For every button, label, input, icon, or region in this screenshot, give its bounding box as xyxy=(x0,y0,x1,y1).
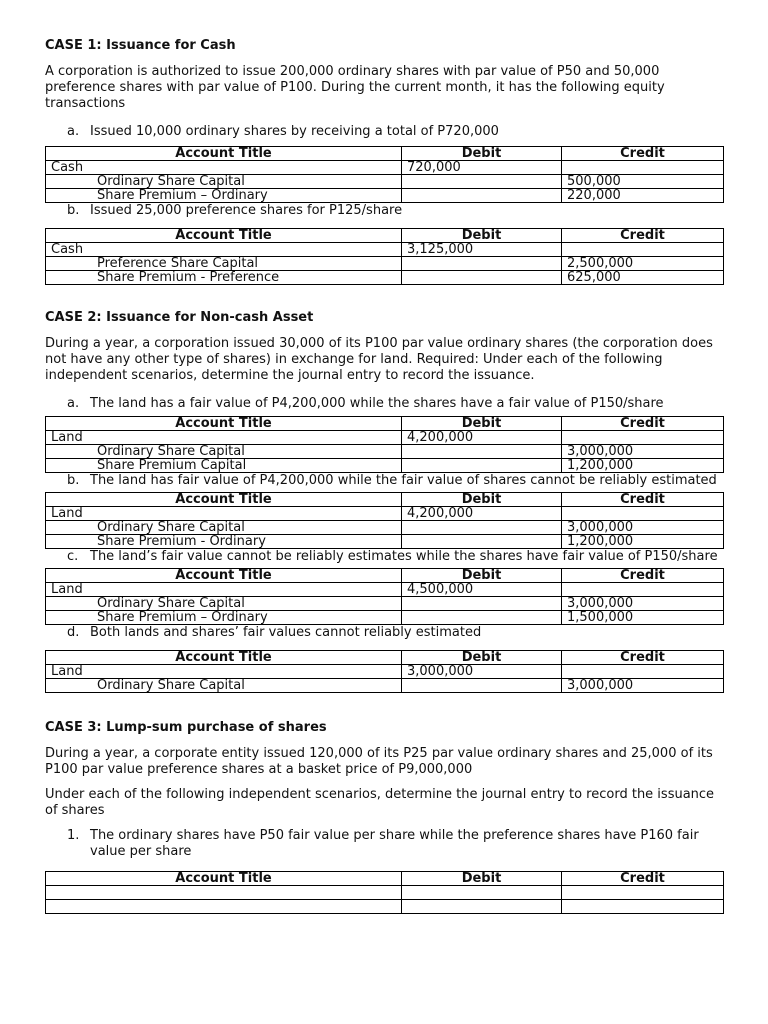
case2-item-d xyxy=(45,625,723,641)
credit-cell: 3,000,000 xyxy=(562,445,724,459)
debit-cell: 720,000 xyxy=(402,161,562,175)
credit-cell: 220,000 xyxy=(562,189,724,203)
table-row xyxy=(46,611,724,625)
header-account-title: Account Title xyxy=(46,147,402,161)
journal-table-case2-c xyxy=(45,568,724,625)
journal-table-case2-b xyxy=(45,492,724,549)
table-row xyxy=(46,189,724,203)
credit-cell: 1,500,000 xyxy=(562,611,724,625)
case2-item-a xyxy=(45,396,723,412)
journal-table-case2-d xyxy=(45,650,724,693)
debit-cell xyxy=(402,521,562,535)
case3-intro: During a year, a corporate entity issued 120,000 of its P25 par value ordinary shares and 25,000 of its P100 par value preference shares at a basket price of P9,000,000 xyxy=(45,746,713,777)
account-cell: Land xyxy=(46,431,402,445)
account-cell: Share Premium Capital xyxy=(46,459,402,473)
account-cell: Share Premium – Ordinary xyxy=(46,611,402,625)
header-account-title: Account Title xyxy=(46,872,402,886)
header-credit: Credit xyxy=(562,872,724,886)
table-row xyxy=(46,507,724,521)
item-marker: a. xyxy=(67,124,80,139)
debit-cell: 4,500,000 xyxy=(402,583,562,597)
table-row xyxy=(46,583,724,597)
header-credit: Credit xyxy=(562,651,724,665)
case2-item-c xyxy=(45,549,723,565)
debit-cell xyxy=(402,611,562,625)
header-account-title: Account Title xyxy=(46,651,402,665)
table-row xyxy=(46,445,724,459)
credit-cell: 3,000,000 xyxy=(562,521,724,535)
header-credit: Credit xyxy=(562,229,724,243)
item-text: The land has fair value of P4,200,000 while the fair value of shares cannot be reliably estimated xyxy=(90,473,717,488)
item-text: Both lands and shares’ fair values cannot reliably estimated xyxy=(90,625,482,640)
item-marker: b. xyxy=(67,473,80,488)
debit-cell xyxy=(402,445,562,459)
credit-cell xyxy=(562,583,724,597)
debit-cell xyxy=(402,886,562,900)
table-header-row xyxy=(46,872,724,886)
debit-cell xyxy=(402,459,562,473)
case1-title: CASE 1: Issuance for Cash xyxy=(45,38,236,53)
document-page xyxy=(45,36,723,914)
account-cell xyxy=(46,886,402,900)
header-account-title: Account Title xyxy=(46,493,402,507)
account-cell: Share Premium - Preference xyxy=(46,271,402,285)
table-row xyxy=(46,243,724,257)
account-cell: Share Premium - Ordinary xyxy=(46,535,402,549)
item-marker: 1. xyxy=(67,828,80,843)
debit-cell xyxy=(402,535,562,549)
case2-title: CASE 2: Issuance for Non-cash Asset xyxy=(45,310,314,325)
credit-cell: 625,000 xyxy=(562,271,724,285)
table-row xyxy=(46,175,724,189)
header-credit: Credit xyxy=(562,147,724,161)
table-header-row xyxy=(46,147,724,161)
account-cell: Land xyxy=(46,507,402,521)
case3-title: CASE 3: Lump-sum purchase of shares xyxy=(45,720,327,735)
debit-cell xyxy=(402,257,562,271)
item-text: The land’s fair value cannot be reliably estimates while the shares have fair value of P150/share xyxy=(90,549,718,564)
account-cell: Land xyxy=(46,583,402,597)
debit-cell xyxy=(402,271,562,285)
credit-cell: 1,200,000 xyxy=(562,459,724,473)
credit-cell: 2,500,000 xyxy=(562,257,724,271)
header-account-title: Account Title xyxy=(46,229,402,243)
account-cell: Share Premium – Ordinary xyxy=(46,189,402,203)
header-debit: Debit xyxy=(402,872,562,886)
item-marker: b. xyxy=(67,203,80,218)
credit-cell xyxy=(562,243,724,257)
account-cell: Land xyxy=(46,665,402,679)
credit-cell xyxy=(562,665,724,679)
header-credit: Credit xyxy=(562,569,724,583)
table-row xyxy=(46,886,724,900)
item-text: Issued 10,000 ordinary shares by receiving a total of P720,000 xyxy=(90,124,499,139)
case1-item-b xyxy=(45,203,723,219)
item-marker: d. xyxy=(67,625,80,640)
journal-table-case2-a xyxy=(45,416,724,473)
table-header-row xyxy=(46,493,724,507)
table-header-row xyxy=(46,569,724,583)
account-cell: Ordinary Share Capital xyxy=(46,445,402,459)
item-marker: c. xyxy=(67,549,79,564)
account-cell: Cash xyxy=(46,161,402,175)
case3-intro-2: Under each of the following independent scenarios, determine the journal entry to record the issuance of shares xyxy=(45,787,715,818)
journal-table-case3-1 xyxy=(45,871,724,914)
debit-cell: 3,000,000 xyxy=(402,665,562,679)
table-row xyxy=(46,257,724,271)
table-row xyxy=(46,535,724,549)
credit-cell: 500,000 xyxy=(562,175,724,189)
table-row xyxy=(46,597,724,611)
table-row xyxy=(46,521,724,535)
table-header-row xyxy=(46,651,724,665)
credit-cell xyxy=(562,886,724,900)
debit-cell xyxy=(402,189,562,203)
table-row xyxy=(46,271,724,285)
case2-intro: During a year, a corporation issued 30,000 of its P100 par value ordinary shares (the corporation does not have any other type of shares) in exchange for land. Required: Under each of the following independent scenarios, determine the journal entry to record the issuance. xyxy=(45,336,713,383)
header-account-title: Account Title xyxy=(46,417,402,431)
journal-table-case1-b xyxy=(45,228,724,285)
item-text: The ordinary shares have P50 fair value per share while the preference shares have P160 fair value per share xyxy=(90,828,699,859)
table-row xyxy=(46,679,724,693)
case3-item-1 xyxy=(45,828,723,860)
header-credit: Credit xyxy=(562,493,724,507)
credit-cell xyxy=(562,900,724,914)
table-header-row xyxy=(46,417,724,431)
account-cell: Ordinary Share Capital xyxy=(46,597,402,611)
table-row xyxy=(46,459,724,473)
account-cell xyxy=(46,900,402,914)
header-debit: Debit xyxy=(402,417,562,431)
case2-item-b xyxy=(45,473,723,489)
header-account-title: Account Title xyxy=(46,569,402,583)
table-row xyxy=(46,431,724,445)
item-marker: a. xyxy=(67,396,80,411)
header-debit: Debit xyxy=(402,229,562,243)
header-credit: Credit xyxy=(562,417,724,431)
credit-cell: 3,000,000 xyxy=(562,597,724,611)
case1-intro: A corporation is authorized to issue 200,000 ordinary shares with par value of P50 and 50,000 preference shares with par value of P100. During the current month, it has the following equity transactions xyxy=(45,64,665,111)
debit-cell xyxy=(402,900,562,914)
debit-cell xyxy=(402,679,562,693)
account-cell: Cash xyxy=(46,243,402,257)
credit-cell: 1,200,000 xyxy=(562,535,724,549)
table-row xyxy=(46,665,724,679)
table-header-row xyxy=(46,229,724,243)
account-cell: Ordinary Share Capital xyxy=(46,521,402,535)
account-cell: Ordinary Share Capital xyxy=(46,679,402,693)
header-debit: Debit xyxy=(402,651,562,665)
credit-cell xyxy=(562,507,724,521)
header-debit: Debit xyxy=(402,493,562,507)
item-text: The land has a fair value of P4,200,000 while the shares have a fair value of P150/share xyxy=(90,396,664,411)
credit-cell: 3,000,000 xyxy=(562,679,724,693)
debit-cell: 3,125,000 xyxy=(402,243,562,257)
table-row xyxy=(46,900,724,914)
credit-cell xyxy=(562,431,724,445)
item-text: Issued 25,000 preference shares for P125/share xyxy=(90,203,403,218)
header-debit: Debit xyxy=(402,569,562,583)
account-cell: Preference Share Capital xyxy=(46,257,402,271)
account-cell: Ordinary Share Capital xyxy=(46,175,402,189)
credit-cell xyxy=(562,161,724,175)
case1-item-a xyxy=(45,124,723,140)
header-debit: Debit xyxy=(402,147,562,161)
debit-cell xyxy=(402,597,562,611)
journal-table-case1-a xyxy=(45,146,724,203)
debit-cell: 4,200,000 xyxy=(402,507,562,521)
table-row xyxy=(46,161,724,175)
debit-cell: 4,200,000 xyxy=(402,431,562,445)
debit-cell xyxy=(402,175,562,189)
